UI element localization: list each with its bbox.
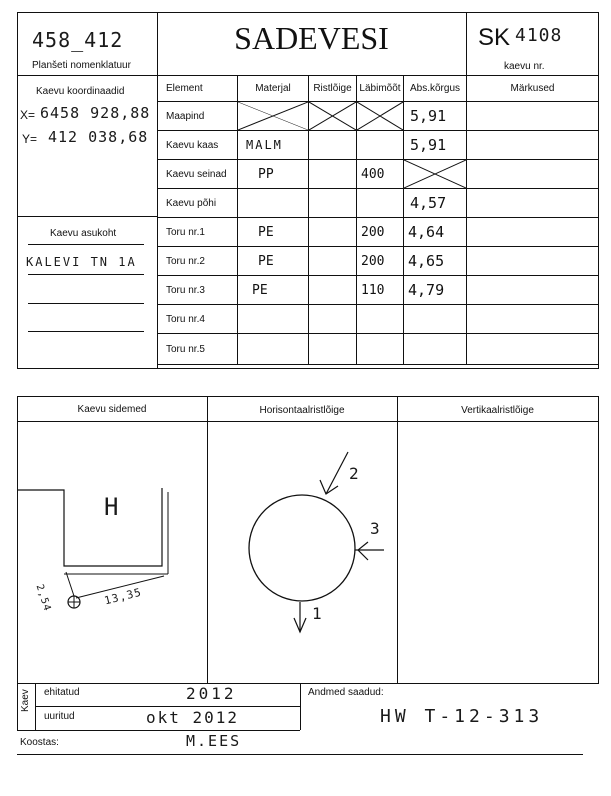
header-markused: Märkused	[467, 76, 599, 102]
crossed-cell	[238, 102, 309, 131]
cell-markused	[467, 189, 599, 218]
header-materjal: Materjal	[238, 76, 309, 102]
cell-element: Toru nr.3	[158, 276, 238, 305]
cell-markused	[467, 160, 599, 189]
dim-short: 2,54	[33, 583, 53, 614]
frame-top	[17, 12, 599, 13]
cell-abs: 4,64	[408, 223, 445, 241]
nomenclature-value: 458_412	[32, 28, 124, 52]
pipe-label-3: 3	[370, 519, 381, 538]
sketch-divider-2	[397, 396, 398, 683]
cell-labimoot	[357, 131, 404, 160]
cell-ristloige	[309, 131, 357, 160]
pipe-label-2: 2	[349, 464, 360, 483]
frame-top-2	[17, 396, 599, 397]
header-abs: Abs.kõrgus	[404, 76, 467, 102]
composed-value: M.EES	[186, 732, 242, 750]
col1-title: Kaevu sidemed	[77, 404, 147, 415]
built-value: 2012	[186, 684, 237, 703]
cell-ristloige	[309, 160, 357, 189]
table-row	[158, 131, 599, 160]
cell-labimoot: 200	[361, 224, 385, 240]
cell-materjal	[238, 334, 309, 365]
cell-markused	[467, 247, 599, 276]
cell-labimoot	[357, 334, 404, 365]
frame-left	[17, 12, 18, 369]
cell-element: Kaevu kaas	[158, 131, 238, 160]
pipe-label-1: 1	[312, 604, 323, 623]
dim-long: 13,35	[102, 585, 144, 608]
coord-y-label: Y=	[22, 132, 38, 146]
horizontal-section-sketch	[208, 422, 397, 682]
cell-abs: 4,79	[408, 281, 445, 299]
cell-materjal: PE	[258, 224, 274, 240]
surveyed-label: uuritud	[44, 711, 75, 722]
cell-element: Kaevu põhi	[158, 189, 238, 218]
composed-line	[17, 754, 583, 755]
cell-markused	[467, 218, 599, 247]
header-element: Element	[158, 76, 238, 102]
table-row	[158, 305, 599, 334]
table-row	[158, 189, 599, 218]
footer-side-label: Kaev	[20, 689, 31, 712]
cell-element: Toru nr.1	[158, 218, 238, 247]
cell-labimoot	[357, 189, 404, 218]
header-labimoot: Läbimõõt	[357, 76, 404, 102]
nomenclature-label: Planšeti nomenklatuur	[32, 60, 131, 71]
data-received-label: Andmed saadud:	[308, 687, 384, 698]
frame-bottom	[17, 368, 599, 369]
cell-ristloige	[309, 218, 357, 247]
cell-materjal: PE	[252, 282, 268, 298]
cell-labimoot	[357, 305, 404, 334]
location-value: KALEVI TN 1A	[26, 255, 137, 269]
location-line-3	[28, 303, 144, 304]
table-row	[158, 247, 599, 276]
table-row	[158, 102, 599, 131]
surveyed-value: okt 2012	[146, 708, 240, 727]
cell-element: Toru nr.2	[158, 247, 238, 276]
well-no-label: kaevu nr.	[504, 61, 545, 72]
well-no-prefix: SK	[478, 24, 511, 51]
cell-ristloige	[309, 189, 357, 218]
cell-ristloige	[309, 334, 357, 365]
divider-left-header	[17, 75, 158, 76]
cell-markused	[467, 131, 599, 160]
coord-y-value: 412 038,68	[48, 128, 149, 146]
location-line-4	[28, 331, 144, 332]
coord-x-value: 6458 928,88	[40, 104, 151, 122]
frame-right-2	[598, 396, 599, 683]
well-no-value: 4108	[515, 25, 563, 46]
coordinates-label: Kaevu koordinaadid	[36, 86, 125, 97]
sketch-bottom-line	[17, 683, 599, 684]
cell-element: Kaevu seinad	[158, 160, 238, 189]
footer-bottom-line	[17, 730, 300, 731]
built-label: ehitatud	[44, 687, 80, 698]
cell-markused	[467, 334, 599, 365]
cell-markused	[467, 102, 599, 131]
footer-mid-line	[35, 706, 300, 707]
footer-divider	[300, 683, 301, 730]
cell-abs: 4,57	[410, 194, 447, 212]
cell-abs: 4,65	[408, 252, 445, 270]
location-line-2	[28, 274, 144, 275]
cell-materjal: PE	[258, 253, 274, 269]
cell-abs	[404, 305, 467, 334]
cell-markused	[467, 276, 599, 305]
cell-markused	[467, 305, 599, 334]
cell-abs: 5,91	[410, 136, 447, 154]
document-title: SADEVESI	[234, 20, 389, 56]
cell-labimoot: 400	[361, 166, 385, 182]
composed-label: Koostas:	[20, 737, 59, 748]
cell-ristloige	[309, 276, 357, 305]
crossed-cell	[357, 102, 404, 131]
cell-element: Toru nr.5	[158, 334, 238, 365]
data-received-value: HW T-12-313	[380, 706, 544, 727]
location-sketch	[18, 422, 207, 682]
cell-abs	[404, 334, 467, 365]
cell-materjal: PP	[258, 166, 274, 182]
header-ristloige: Ristlõige	[309, 76, 357, 102]
cell-element: Toru nr.4	[158, 305, 238, 334]
cell-labimoot: 200	[361, 253, 385, 269]
table-header-row	[158, 76, 599, 102]
table-row	[158, 334, 599, 365]
coord-x-label: X=	[20, 108, 36, 122]
cell-abs: 5,91	[410, 107, 447, 125]
table-row	[158, 160, 599, 189]
cell-materjal	[238, 189, 309, 218]
col2-title: Horisontaalristlõige	[259, 405, 345, 416]
table-row	[158, 218, 599, 247]
crossed-cell	[309, 102, 357, 131]
crossed-cell	[404, 160, 467, 189]
divider-well-no	[466, 12, 467, 75]
location-line-1	[28, 244, 144, 245]
table-row	[158, 276, 599, 305]
cell-element: Maapind	[158, 102, 238, 131]
well-elements-table	[157, 75, 599, 365]
divider-left-middle	[17, 216, 158, 217]
building-mark: H	[104, 493, 120, 521]
cell-materjal	[238, 305, 309, 334]
cell-ristloige	[309, 305, 357, 334]
col3-title: Vertikaalristlõige	[461, 405, 534, 416]
cell-labimoot: 110	[361, 282, 385, 298]
cell-materjal: MALM	[246, 138, 283, 152]
cell-ristloige	[309, 247, 357, 276]
location-label: Kaevu asukoht	[50, 228, 117, 239]
